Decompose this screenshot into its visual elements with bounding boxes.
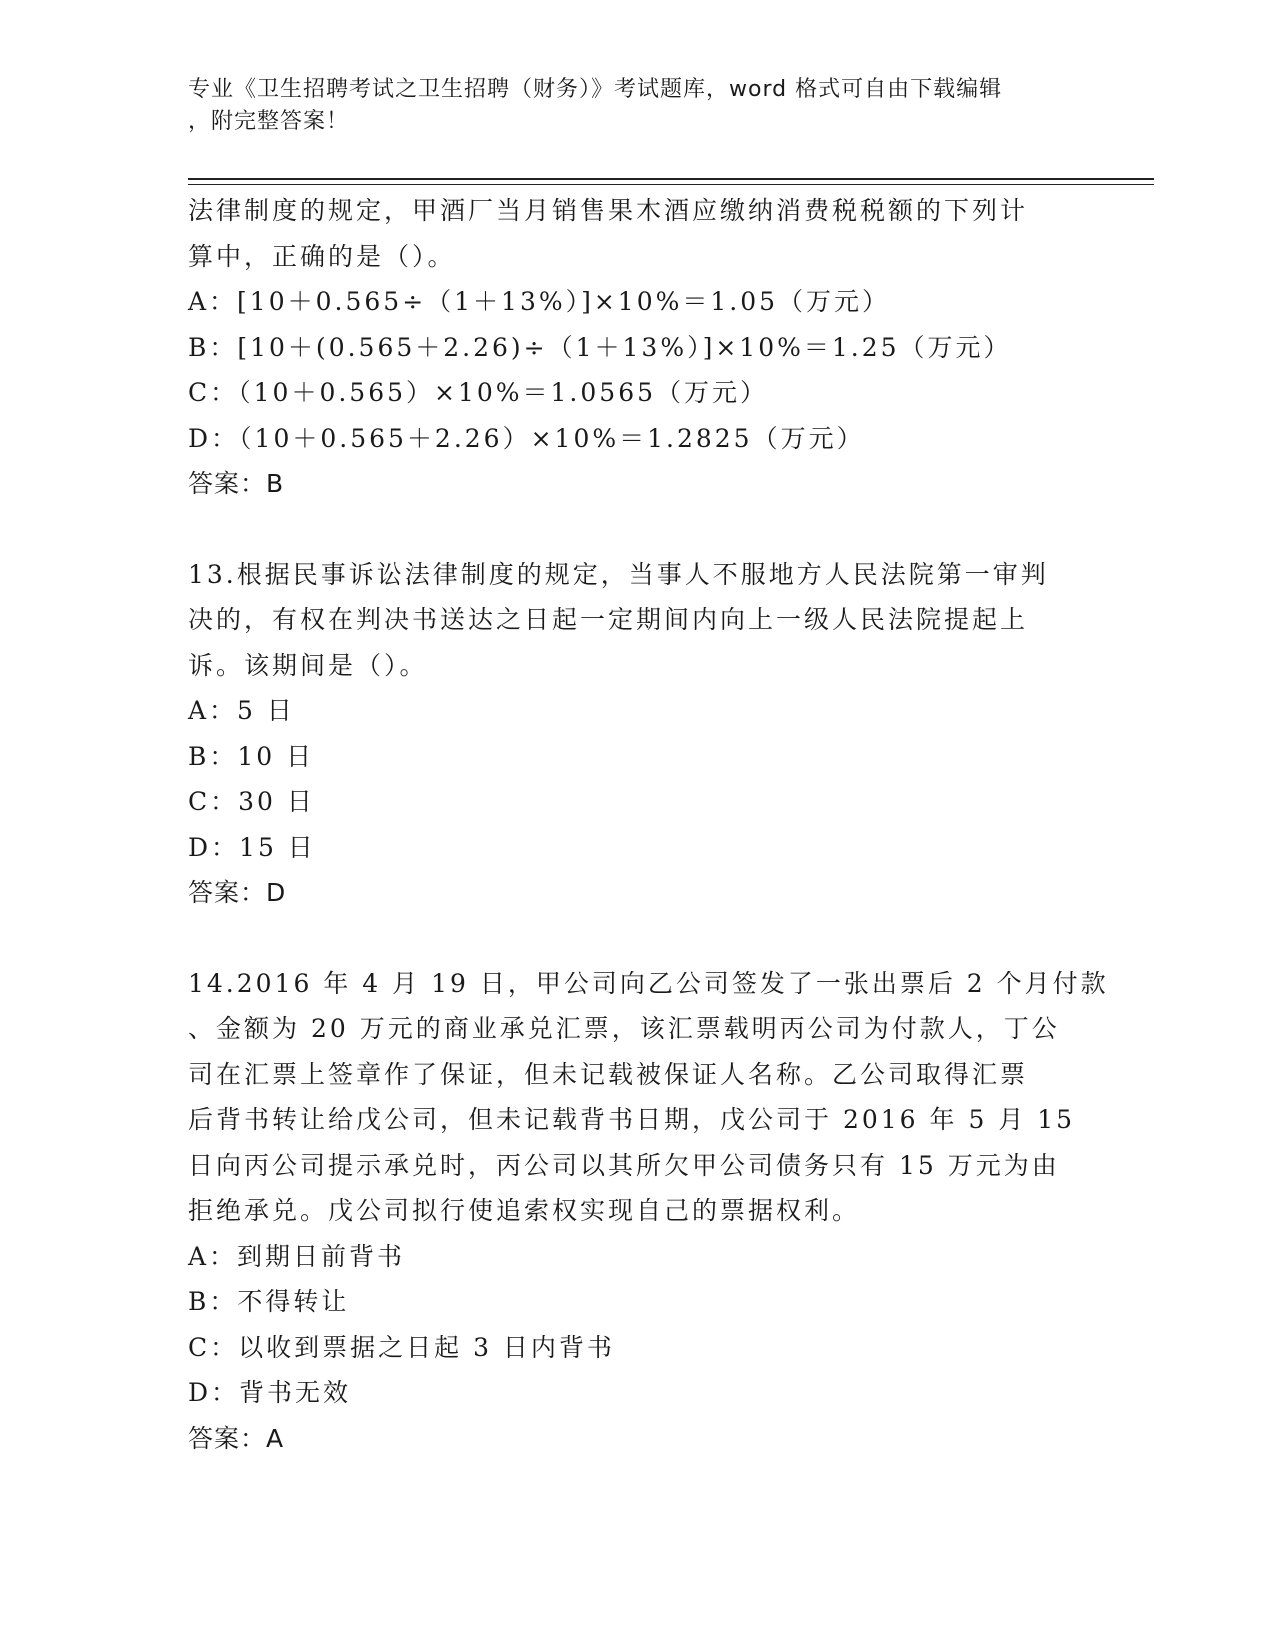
option-d: D：（10＋0.565＋2.26）×10%＝1.2825（万元） bbox=[188, 423, 865, 453]
question-stem-line: 拒绝承兑。戊公司拟行使追索权实现自己的票据权利。 bbox=[188, 1196, 861, 1225]
question-stem-line: 算中，正确的是（）。 bbox=[188, 241, 456, 271]
option-b: B：[10＋(0.565＋2.26)÷（1＋13%）]×10%＝1.25（万元） bbox=[188, 332, 1012, 362]
option-c: C：以收到票据之日起 3 日内背书 bbox=[188, 1332, 615, 1362]
question-stem-line: 诉。该期间是（）。 bbox=[188, 650, 428, 680]
answer-line: 答案：B bbox=[188, 469, 285, 498]
question-stem-line: 日向丙公司提示承兑时，丙公司以其所欠甲公司债务只有 15 万元为由 bbox=[188, 1150, 1060, 1180]
question-stem-line: 14.2016 年 4 月 19 日，甲公司向乙公司签发了一张出票后 2 个月付款 bbox=[188, 968, 1109, 998]
option-a: A：到期日前背书 bbox=[188, 1241, 406, 1271]
option-d: D：背书无效 bbox=[188, 1378, 352, 1407]
question-stem-line: 后背书转让给戊公司，但未记载背书日期，戊公司于 2016 年 5 月 15 bbox=[188, 1105, 1076, 1134]
question-stem-line: 法律制度的规定，甲酒厂当月销售果木酒应缴纳消费税税额的下列计 bbox=[188, 196, 1029, 225]
option-c: C：（10＋0.565）×10%＝1.0565（万元） bbox=[188, 378, 768, 407]
option-b: B：不得转让 bbox=[188, 1287, 350, 1316]
answer-line: 答案：D bbox=[188, 878, 287, 907]
answer-line: 答案：A bbox=[188, 1423, 285, 1453]
option-a: A：5 日 bbox=[188, 696, 295, 725]
question-stem-line: 、金额为 20 万元的商业承兑汇票，该汇票载明丙公司为付款人，丁公 bbox=[188, 1014, 1060, 1043]
question-13 bbox=[188, 552, 1088, 916]
header-line-2: ，附完整答案！ bbox=[188, 109, 350, 134]
question-14 bbox=[188, 961, 1109, 1462]
header-line-1: 专业《卫生招聘考试之卫生招聘（财务）》考试题库，word 格式可自由下载编辑 bbox=[188, 77, 1003, 102]
option-b: B：10 日 bbox=[188, 741, 315, 771]
header-rule-thin bbox=[188, 184, 1154, 185]
option-d: D：15 日 bbox=[188, 832, 316, 862]
spacer bbox=[188, 916, 1088, 961]
document-body bbox=[188, 188, 1109, 1461]
spacer bbox=[188, 507, 1088, 552]
option-a: A：[10＋0.565÷（1＋13%）]×10%＝1.05（万元） bbox=[188, 287, 891, 316]
header-rule-thick bbox=[188, 178, 1154, 180]
question-12 bbox=[188, 188, 1088, 507]
question-stem-line: 13.根据民事诉讼法律制度的规定，当事人不服地方人民法院第一审判 bbox=[188, 559, 1049, 589]
question-stem-line: 决的，有权在判决书送达之日起一定期间内向上一级人民法院提起上 bbox=[188, 605, 1029, 634]
page-header bbox=[188, 74, 1088, 138]
option-c: C：30 日 bbox=[188, 787, 315, 816]
question-stem-line: 司在汇票上签章作了保证，但未记载被保证人名称。乙公司取得汇票 bbox=[188, 1059, 1029, 1089]
